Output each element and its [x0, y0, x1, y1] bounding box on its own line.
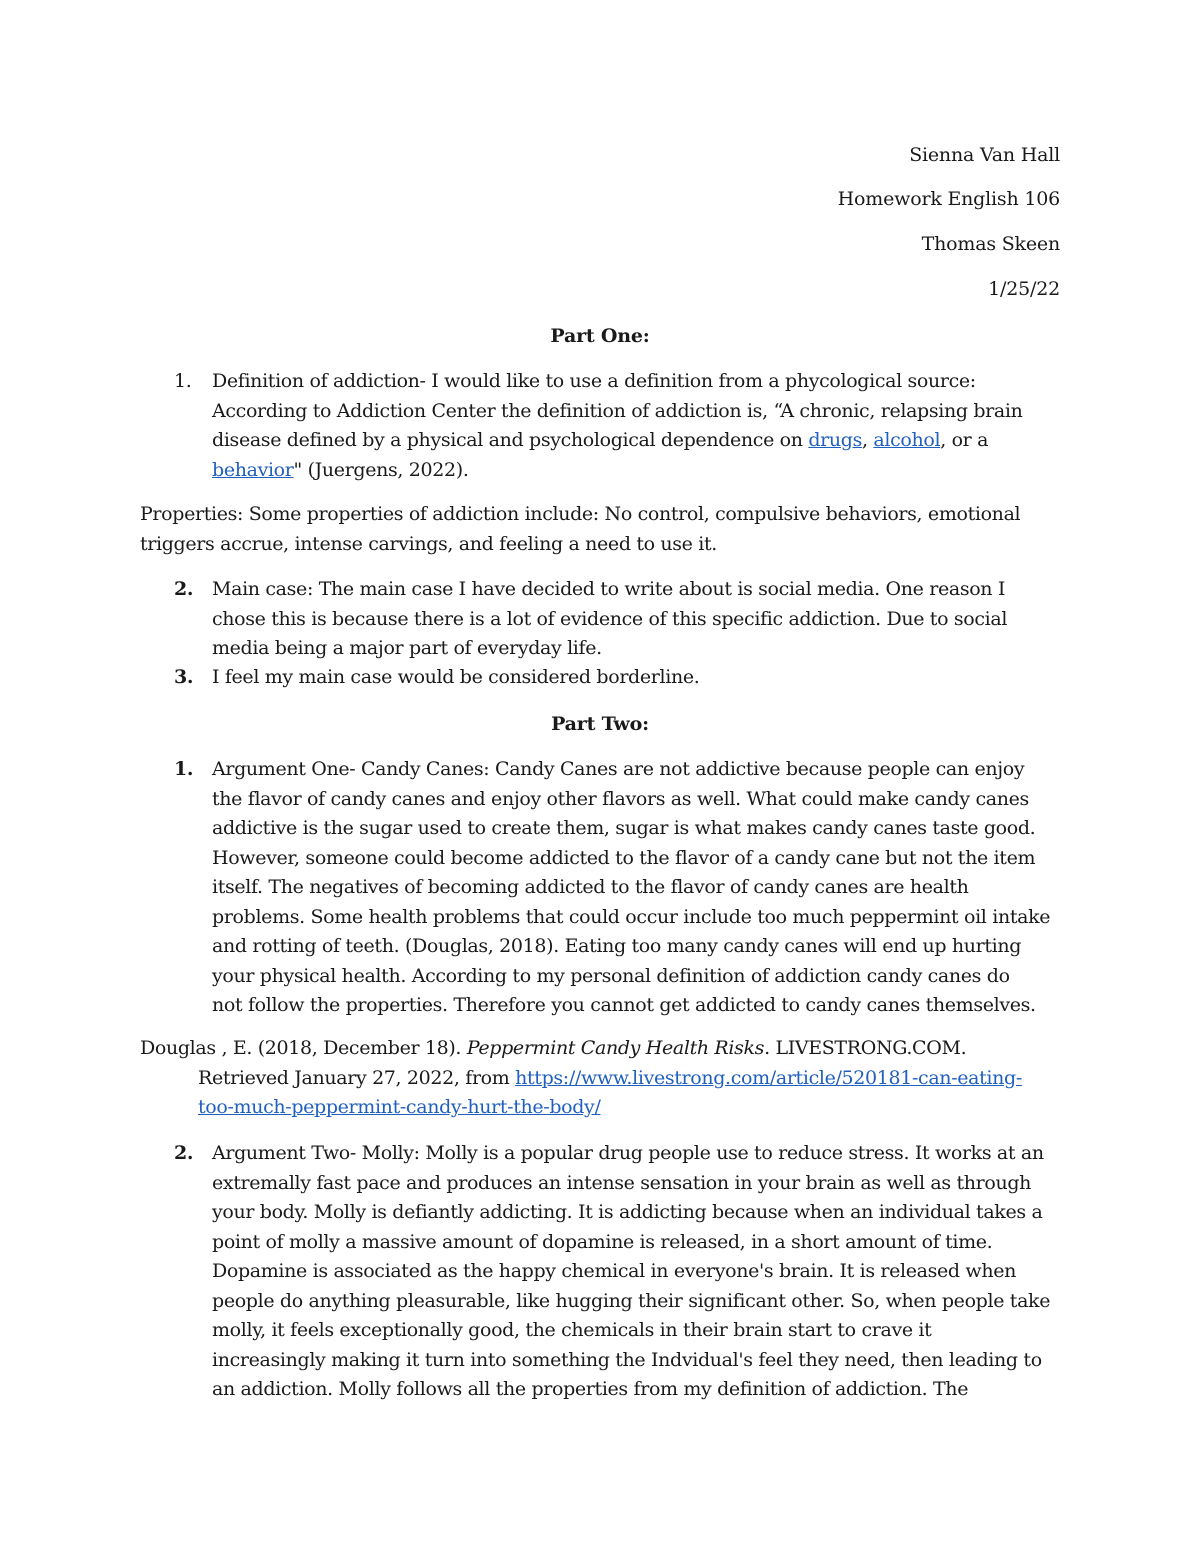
reference-url-link-continued[interactable]: too-much-peppermint-candy-hurt-the-body/	[198, 1096, 601, 1118]
properties-paragraph	[140, 500, 1020, 559]
text-line	[140, 1093, 1022, 1123]
text-line: According to Addiction Center the definition of addiction is, “A chronic, relapsing brain	[212, 399, 1023, 422]
text-line: the flavor of candy canes and enjoy other flavors as well. What could make candy canes	[212, 787, 1029, 810]
text-run: , or a	[940, 429, 989, 451]
text-line: molly, it feels exceptionally good, the chemicals in their brain start to crave it	[212, 1319, 932, 1341]
text-line: people do anything pleasurable, like hugging their significant other. So, when people take	[212, 1289, 1051, 1312]
text-line: Definition of addiction- I would like to use a definition from a phycological source:	[212, 370, 976, 392]
text-line: Argument Two- Molly: Molly is a popular drug people use to reduce stress. It works at an	[212, 1142, 1044, 1164]
text-line: problems. Some health problems that could occur include too much peppermint oil intake	[212, 905, 1051, 928]
reference-entry	[140, 1034, 1022, 1123]
list-number: 2.	[174, 578, 194, 600]
link-behavior[interactable]: behavior	[212, 458, 294, 481]
reference-retrieved: Retrieved January 27, 2022, from	[198, 1066, 516, 1089]
instructor-name: Thomas Skeen	[921, 233, 1060, 255]
text-line: your body. Molly is defiantly addicting. It is addicting because when an individual takes a	[212, 1201, 1043, 1223]
list-number: 1.	[174, 370, 192, 392]
text-line	[212, 426, 1023, 456]
part-two-heading: Part Two:	[551, 713, 649, 735]
list-number: 1.	[174, 758, 194, 780]
text-line	[140, 1034, 1022, 1064]
text-line: an addiction. Molly follows all the properties from my definition of addiction. The	[212, 1378, 969, 1400]
list-number: 2.	[174, 1142, 194, 1164]
link-alcohol[interactable]: alcohol	[873, 429, 941, 451]
list-text	[212, 367, 1023, 485]
list-text	[212, 575, 1007, 664]
text-line: chose this is because there is a lot of evidence of this specific addiction. Due to social	[212, 607, 1008, 630]
list-text	[212, 755, 1050, 1021]
text-line: media being a major part of everyday life.	[212, 637, 602, 659]
text-line: triggers accrue, intense carvings, and feeling a need to use it.	[140, 532, 717, 555]
text-line: Properties: Some properties of addiction include: No control, compulsive behaviors, emotional	[140, 503, 1021, 525]
reference-url-link[interactable]: https://www.livestrong.com/article/520181-can-eating-	[515, 1066, 1022, 1089]
text-line: itself. The negatives of becoming addicted to the flavor of candy canes are health	[212, 876, 969, 898]
text-line: your physical health. According to my personal definition of addiction candy canes do	[212, 964, 1010, 987]
text-line: addictive is the sugar used to create them, sugar is what makes candy canes taste good.	[212, 817, 1036, 839]
text-line: Dopamine is associated as the happy chemical in everyone's brain. It is released when	[212, 1260, 1017, 1282]
text-line: increasingly making it turn into something the Indvidual's feel they need, then leading to	[212, 1348, 1042, 1371]
list-text	[212, 663, 699, 693]
text-line: Argument One- Candy Canes: Candy Canes are not addictive because people can enjoy	[212, 758, 1025, 780]
reference-author: Douglas , E. (2018, December 18).	[140, 1037, 467, 1059]
text-line	[212, 456, 1023, 486]
reference-publisher: . LIVESTRONG.COM.	[764, 1037, 967, 1059]
text-line: However, someone could become addicted to the flavor of a candy cane but not the item	[212, 846, 1036, 869]
text-line: extremally fast pace and produces an intense sensation in your brain as well as through	[212, 1171, 1032, 1194]
author-name: Sienna Van Hall	[909, 144, 1060, 166]
text-run: " (Juergens, 2022).	[293, 458, 469, 481]
reference-title: Peppermint Candy Health Risks	[466, 1037, 765, 1059]
text-line: I feel my main case would be considered borderline.	[212, 666, 700, 688]
text-run: ,	[862, 429, 874, 451]
part-one-heading: Part One:	[550, 325, 650, 347]
text-line	[140, 1064, 1022, 1094]
text-line: and rotting of teeth. (Douglas, 2018). Eating too many candy canes will end up hurting	[212, 935, 1022, 957]
course-name: Homework English 106	[837, 188, 1060, 210]
document-date: 1/25/22	[988, 278, 1060, 300]
text-line: point of molly a massive amount of dopamine is released, in a short amount of time.	[212, 1230, 993, 1253]
list-number: 3.	[174, 666, 194, 688]
text-run: disease defined by a physical and psychological dependence on	[212, 429, 809, 451]
text-line: Main case: The main case I have decided to write about is social media. One reason I	[212, 578, 1006, 600]
list-text	[212, 1139, 1050, 1405]
link-drugs[interactable]: drugs	[808, 429, 863, 451]
text-line: not follow the properties. Therefore you cannot get addicted to candy canes themselves.	[212, 994, 1036, 1016]
